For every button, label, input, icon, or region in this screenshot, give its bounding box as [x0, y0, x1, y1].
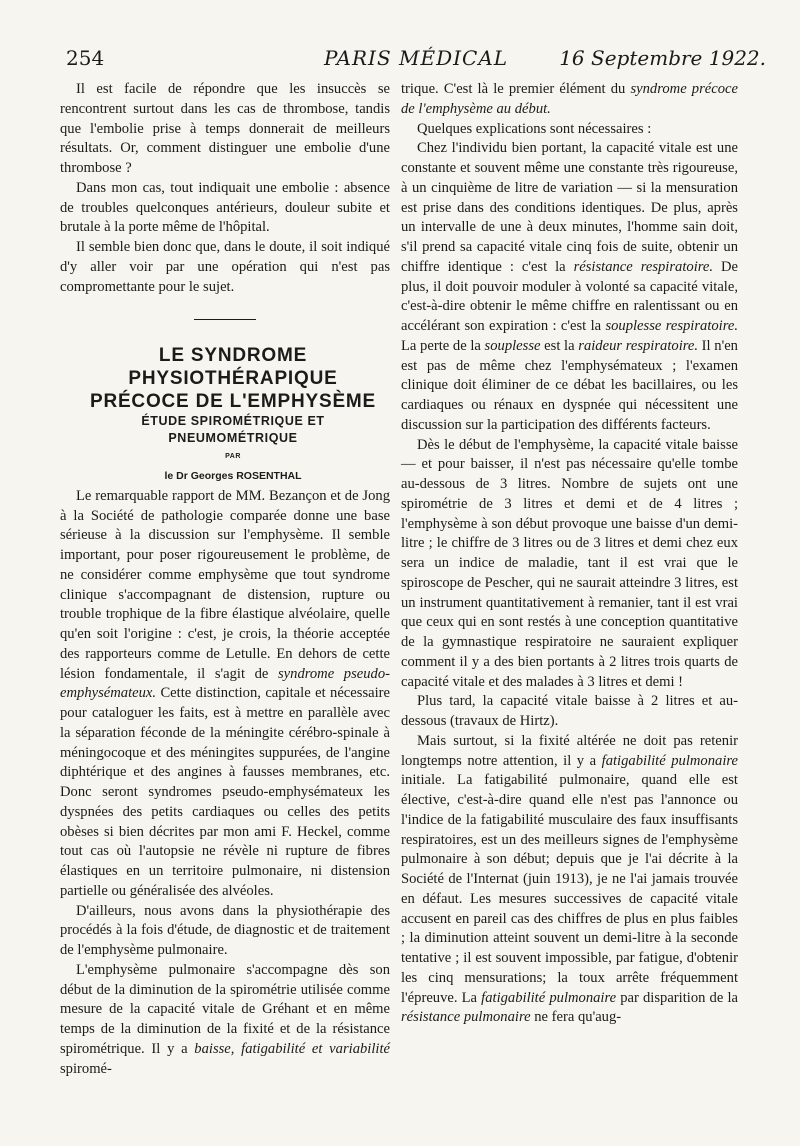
paragraph: trique. C'est là le premier élément du syndrome précoce de l'emphysème au début.: [401, 81, 738, 117]
paragraph: Dès le début de l'emphysème, la capacité vitale baisse — et pour baisser, il n'est pas nécessaire qu'elle tombe au-dessous de 3 litres. Nombre de sujets ont une spirométrie de 3 litres et demi et de 4 litres ; l'emphysème à son début provoque une baisse d'un demi-litre ; le chiffre de 3 litres ou de 3 litres et demi chez eux sera un indice de maladie, tant il est vrai que le spiroscope de Pescher, qui ne saurait atteindre 3 litres, est un instrument quantitativement à remanier, tant il est vrai que ceux qui en sont restés à une conception quantitative de la gymnastique respiratoire ne sauraient expliquer comment il y a des bien portants à 2 litres trois quarts de capacité vitale et des malades à 3 litres et demi !: [401, 436, 738, 690]
paragraph: Le remarquable rapport de MM. Bezançon et de Jong à la Société de pathologie comparée donne une base sérieuse à la discussion sur l'emphysème. Il semble important, pour poser rigoureusement le problème, de ne considérer comme emphysème que tout syndrome clinique s'accompagnant de distension, rupture ou trouble trophique de la fibre élastique alvéolaire, quelle qu'en soit l'origine : c'est, je crois, la théorie acceptée des rapporteurs comme de Letulle. En dehors de cette lésion fondamentale, il s'agit de syndrome pseudo-emphysémateux. Cette distinction, capitale et nécessaire pour cataloguer les faits, est à mettre en parallèle avec la séparation féconde de la méningite cérébro-spinale à méningocoque et des méningites suppurées, de l'angine diphtérique et des angines à fausses membranes, etc. Donc seront syndromes pseudo-emphysémateux les dyspnées des petits cardiaques ou celles des petits obèses si bien décrites par mon ami F. Heckel, comme tout cas où l'autopsie ne révèle ni rupture de fibres élastiques en un territoire pulmonaire, ni distension partielle ou généralisée des alvéoles.: [60, 487, 390, 899]
paragraph: Il semble bien donc que, dans le doute, il soit indiqué d'y aller voir par une opération qui n'est pas compromettante pour le sujet.: [60, 239, 390, 295]
issue-date: 16 Septembre 1922.: [559, 46, 766, 70]
article-title-line: PHYSIOTHÉRAPIQUE: [128, 368, 338, 390]
running-header: [66, 46, 766, 76]
paragraph: Dans mon cas, tout indiquait une embolie : absence de troubles quelconques antérieurs, douleur subite et brutale à la porte même de l'hôpital.: [60, 179, 390, 236]
article-heading: [60, 344, 390, 487]
paragraph: Chez l'individu bien portant, la capacité vitale est une constante et souvent même une constante très rigoureuse, à un cinquième de litre de variation — si la mensuration est prise dans des conditions identiques. De plus, après un intervalle de une à deux minutes, l'homme sain doit, s'il prend sa capacité vitale cinq fois de suite, obtenir un chiffre identique : c'est la résistance respiratoire. De plus, il doit pouvoir moduler à volonté sa capacité vitale, c'est-à-dire obtenir le même chiffre en ralentissant ou en accélérant son expiration : c'est la souplesse respiratoire. La perte de la souplesse est la raideur respiratoire. Il n'en est pas de même chez l'emphysémateux ; l'examen clinique doit éliminer de ce débat les bacillaires, ou les cardiaques ou rénaux en dyspnée qui nécessitent une discussion sur la participation des différents facteurs.: [401, 140, 738, 433]
right-column: [401, 80, 738, 1028]
left-column: [60, 80, 390, 1079]
paragraph: Quelques explications sont nécessaires :: [417, 120, 652, 137]
paragraph: Il est facile de répondre que les insuccès se rencontrent surtout dans les cas de thrombose, tandis que l'embolie prise à temps donnerait de meilleurs résultats. Or, comment distinguer une embolie d'une thrombose ?: [60, 81, 390, 176]
paragraph: Mais surtout, si la fixité altérée ne doit pas retenir longtemps notre attention, il y a fatigabilité pulmonaire initiale. La fatigabilité pulmonaire, quand elle est élective, c'est-à-dire quand elle n'est pas l'annonce ou l'indice de la fatigabilité musculaire des faux insuffisants respiratoires, est un des meilleurs signes de l'emphysème pulmonaire à son début; depuis que je l'ai décrite à la Société de l'Internat (juin 1913), je ne l'ai jamais trouvée en défaut. Les mesures successives de capacité vitale accusent en pareil cas des chiffres de plus en plus faibles ; la diminution atteint souvent un demi-litre à la seconde tentative ; il est souvent impossible, par fatigue, d'obtenir les cinq mensurations; la toux arrête fréquemment l'épreuve. La fatigabilité pulmonaire par disparition de la résistance pulmonaire ne fera qu'aug-: [401, 732, 738, 1026]
article-title-line: PRÉCOCE DE L'EMPHYSÈME: [89, 391, 377, 413]
paragraph: L'emphysème pulmonaire s'accompagne dès son début de la diminution de la spirométrie utilisée comme mesure de la capacité vitale de Gréhant et en même temps de la diminution de la fixité et de la résistance spirométrique. Il y a baisse, fatigabilité et variabilité spiromé-: [60, 961, 390, 1077]
byline-par: PAR: [225, 453, 241, 461]
journal-title: PARIS MÉDICAL: [323, 46, 509, 70]
article-subtitle-line: ÉTUDE SPIROMÉTRIQUE ET: [141, 414, 325, 429]
article-title-line: LE SYNDROME: [158, 345, 308, 367]
author-name: le Dr Georges ROSENTHAL: [164, 470, 302, 482]
page-number: 254: [66, 46, 105, 70]
section-divider: [194, 319, 256, 320]
article-subtitle-line: PNEUMOMÉTRIQUE: [168, 431, 298, 446]
paragraph: D'ailleurs, nous avons dans la physiothérapie des procédés à la fois d'étude, de diagnostic et de traitement de l'emphysème pulmonaire.: [60, 902, 390, 958]
paragraph: Plus tard, la capacité vitale baisse à 2 litres et au-dessous (travaux de Hirtz).: [401, 693, 738, 729]
